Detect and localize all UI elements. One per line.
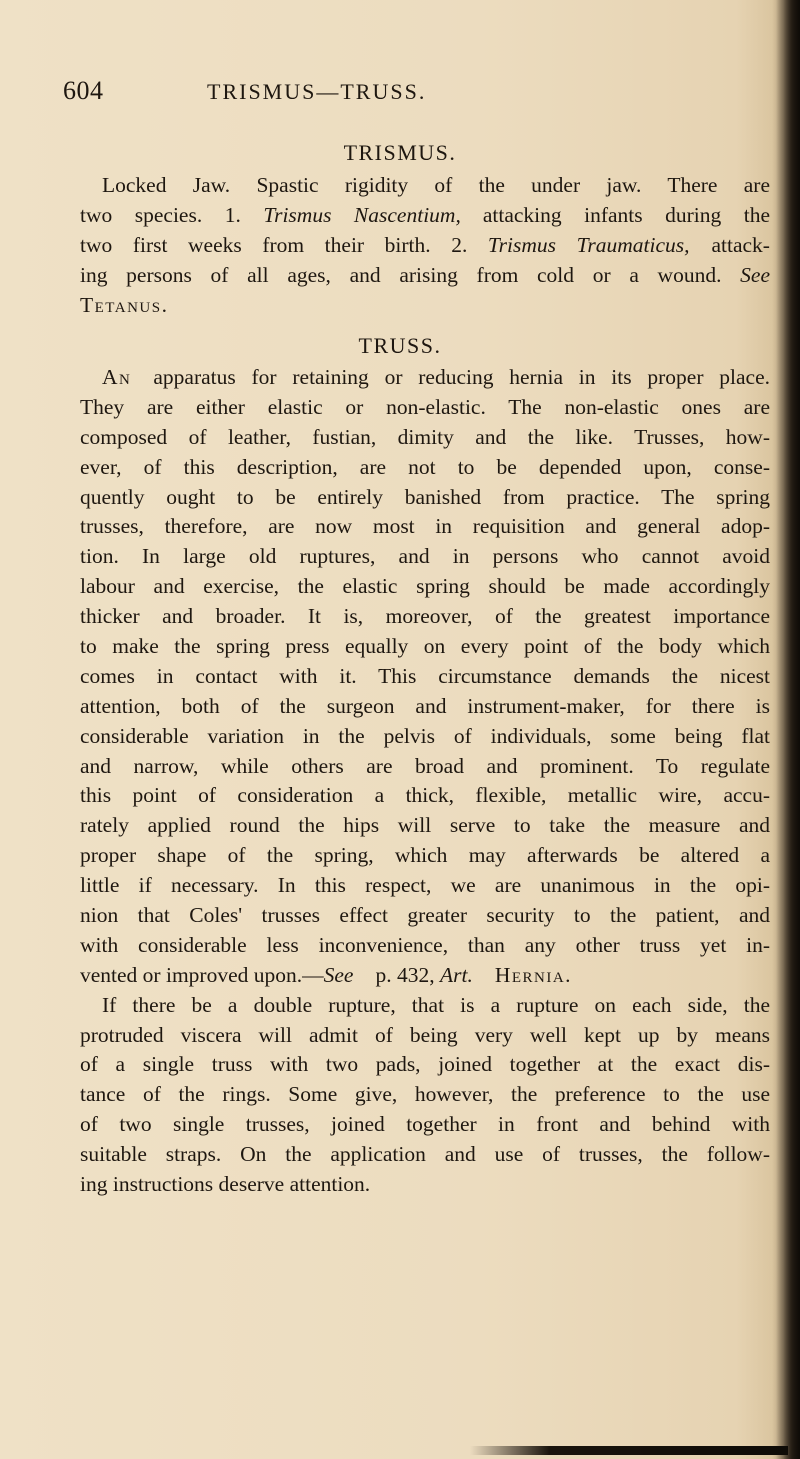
text-line [80,841,770,871]
text-line [80,692,770,722]
text-line [80,363,770,393]
text-run: If there be a double rupture, that is a rupture on each side, the [102,992,770,1017]
small-caps-text: Tetanus. [80,292,169,317]
text-run: and narrow, while others are broad and prominent. To regulate [80,753,770,778]
truss-title: TRUSS. [358,333,442,358]
text-run: two first weeks from their birth. 2. [80,232,488,257]
text-run: little if necessary. In this respect, we are unanimous in the opi- [80,873,770,898]
text-line [80,991,770,1021]
text-run: ing persons of all ages, and arising from cold or a wound. [80,262,741,287]
page-header [63,76,783,106]
text-run: protruded viscera will admit of being very well kept up by means [80,1022,770,1047]
italic-text: Art. [439,962,473,987]
text-run: vented or improved upon.— [80,962,324,987]
text-line [80,1021,770,1051]
italic-text: Trismus Nascentium, [263,202,461,227]
text-line [80,261,770,291]
text-run: considerable variation in the pelvis of individuals, some being flat [80,723,770,748]
text-run: labour and exercise, the elastic spring should be made accordingly [80,574,770,599]
text-line [80,901,770,931]
text-run: thicker and broader. It is, moreover, of the greatest importance [80,604,770,629]
text-run: with considerable less inconvenience, than any other truss yet in- [80,932,770,957]
text-line [80,811,770,841]
text-line [80,722,770,752]
small-caps-text: An [102,365,132,389]
italic-text: See [740,262,770,287]
text-line [80,961,770,991]
text-run: attack- [711,232,770,257]
small-caps-text: Hernia. [494,962,573,987]
text-line [80,781,770,811]
truss-entry [80,363,770,1200]
text-run: nion that Coles' trusses effect greater security to the patient, and [80,903,770,928]
italic-text: See [323,962,354,987]
text-line [80,483,770,513]
text-run: comes in contact with it. This circumstance demands the nicest [80,663,770,688]
trismus-entry [80,171,770,320]
text-run: composed of leather, fustian, dimity and the like. Trusses, how- [80,424,770,449]
text-line [80,201,770,231]
text-run: trusses, therefore, are now most in requisition and general adop- [80,514,770,539]
text-line [80,393,770,423]
text-run: quently ought to be entirely banished from practice. The spring [80,484,770,509]
text-line [80,1080,770,1110]
text-run: ing instructions deserve attention. [80,1172,371,1197]
text-run: p. 432, [375,962,440,987]
trismus-title: TRISMUS. [343,140,457,165]
text-line [80,1110,770,1140]
text-run: to make the spring press equally on every point of the body which [80,634,770,659]
bottom-rule [470,1446,788,1455]
text-run: Locked Jaw. Spastic rigidity of the under jaw. There are [102,173,770,197]
text-line [80,1170,770,1200]
text-line [80,423,770,453]
text-run: They are either elastic or non-elastic. The non-elastic ones are [80,394,770,419]
text-run: tion. In large old ruptures, and in persons who cannot avoid [80,544,770,569]
text-line [80,752,770,782]
text-line [80,512,770,542]
text-line [80,931,770,961]
text-run: attention, both of the surgeon and instrument-maker, for there is [80,693,770,718]
text-run: proper shape of the spring, which may afterwards be altered a [80,843,770,868]
text-line [80,662,770,692]
text-run: attacking infants during the [482,202,771,227]
text-run: of two single trusses, joined together in front and behind with [80,1112,770,1137]
running-head: TRISMUS—TRUSS. [207,79,427,104]
page-number: 604 [63,76,104,105]
text-line [80,171,770,201]
text-line [80,871,770,901]
text-line [80,602,770,632]
text-run: ever, of this description, are not to be depended upon, conse- [80,454,770,479]
text-run: two species. 1. [80,202,264,227]
text-line [80,1140,770,1170]
italic-text: Trismus Traumaticus, [487,232,690,257]
text-run: suitable straps. On the application and use of trusses, the follow- [80,1142,770,1167]
text-run: apparatus for retaining or reducing hernia in its proper place. [153,365,770,389]
text-line [80,632,770,662]
text-line [80,231,770,261]
text-line [80,1050,770,1080]
text-run: this point of consideration a thick, flexible, metallic wire, accu- [80,783,770,808]
text-run: of a single truss with two pads, joined together at the exact dis- [80,1052,770,1077]
text-line [80,453,770,483]
text-run: tance of the rings. Some give, however, the preference to the use [80,1082,770,1107]
text-line [80,572,770,602]
text-line [80,542,770,572]
text-line [80,291,770,321]
text-run: rately applied round the hips will serve to take the measure and [80,813,770,838]
page-edge-shadow [772,0,800,1459]
